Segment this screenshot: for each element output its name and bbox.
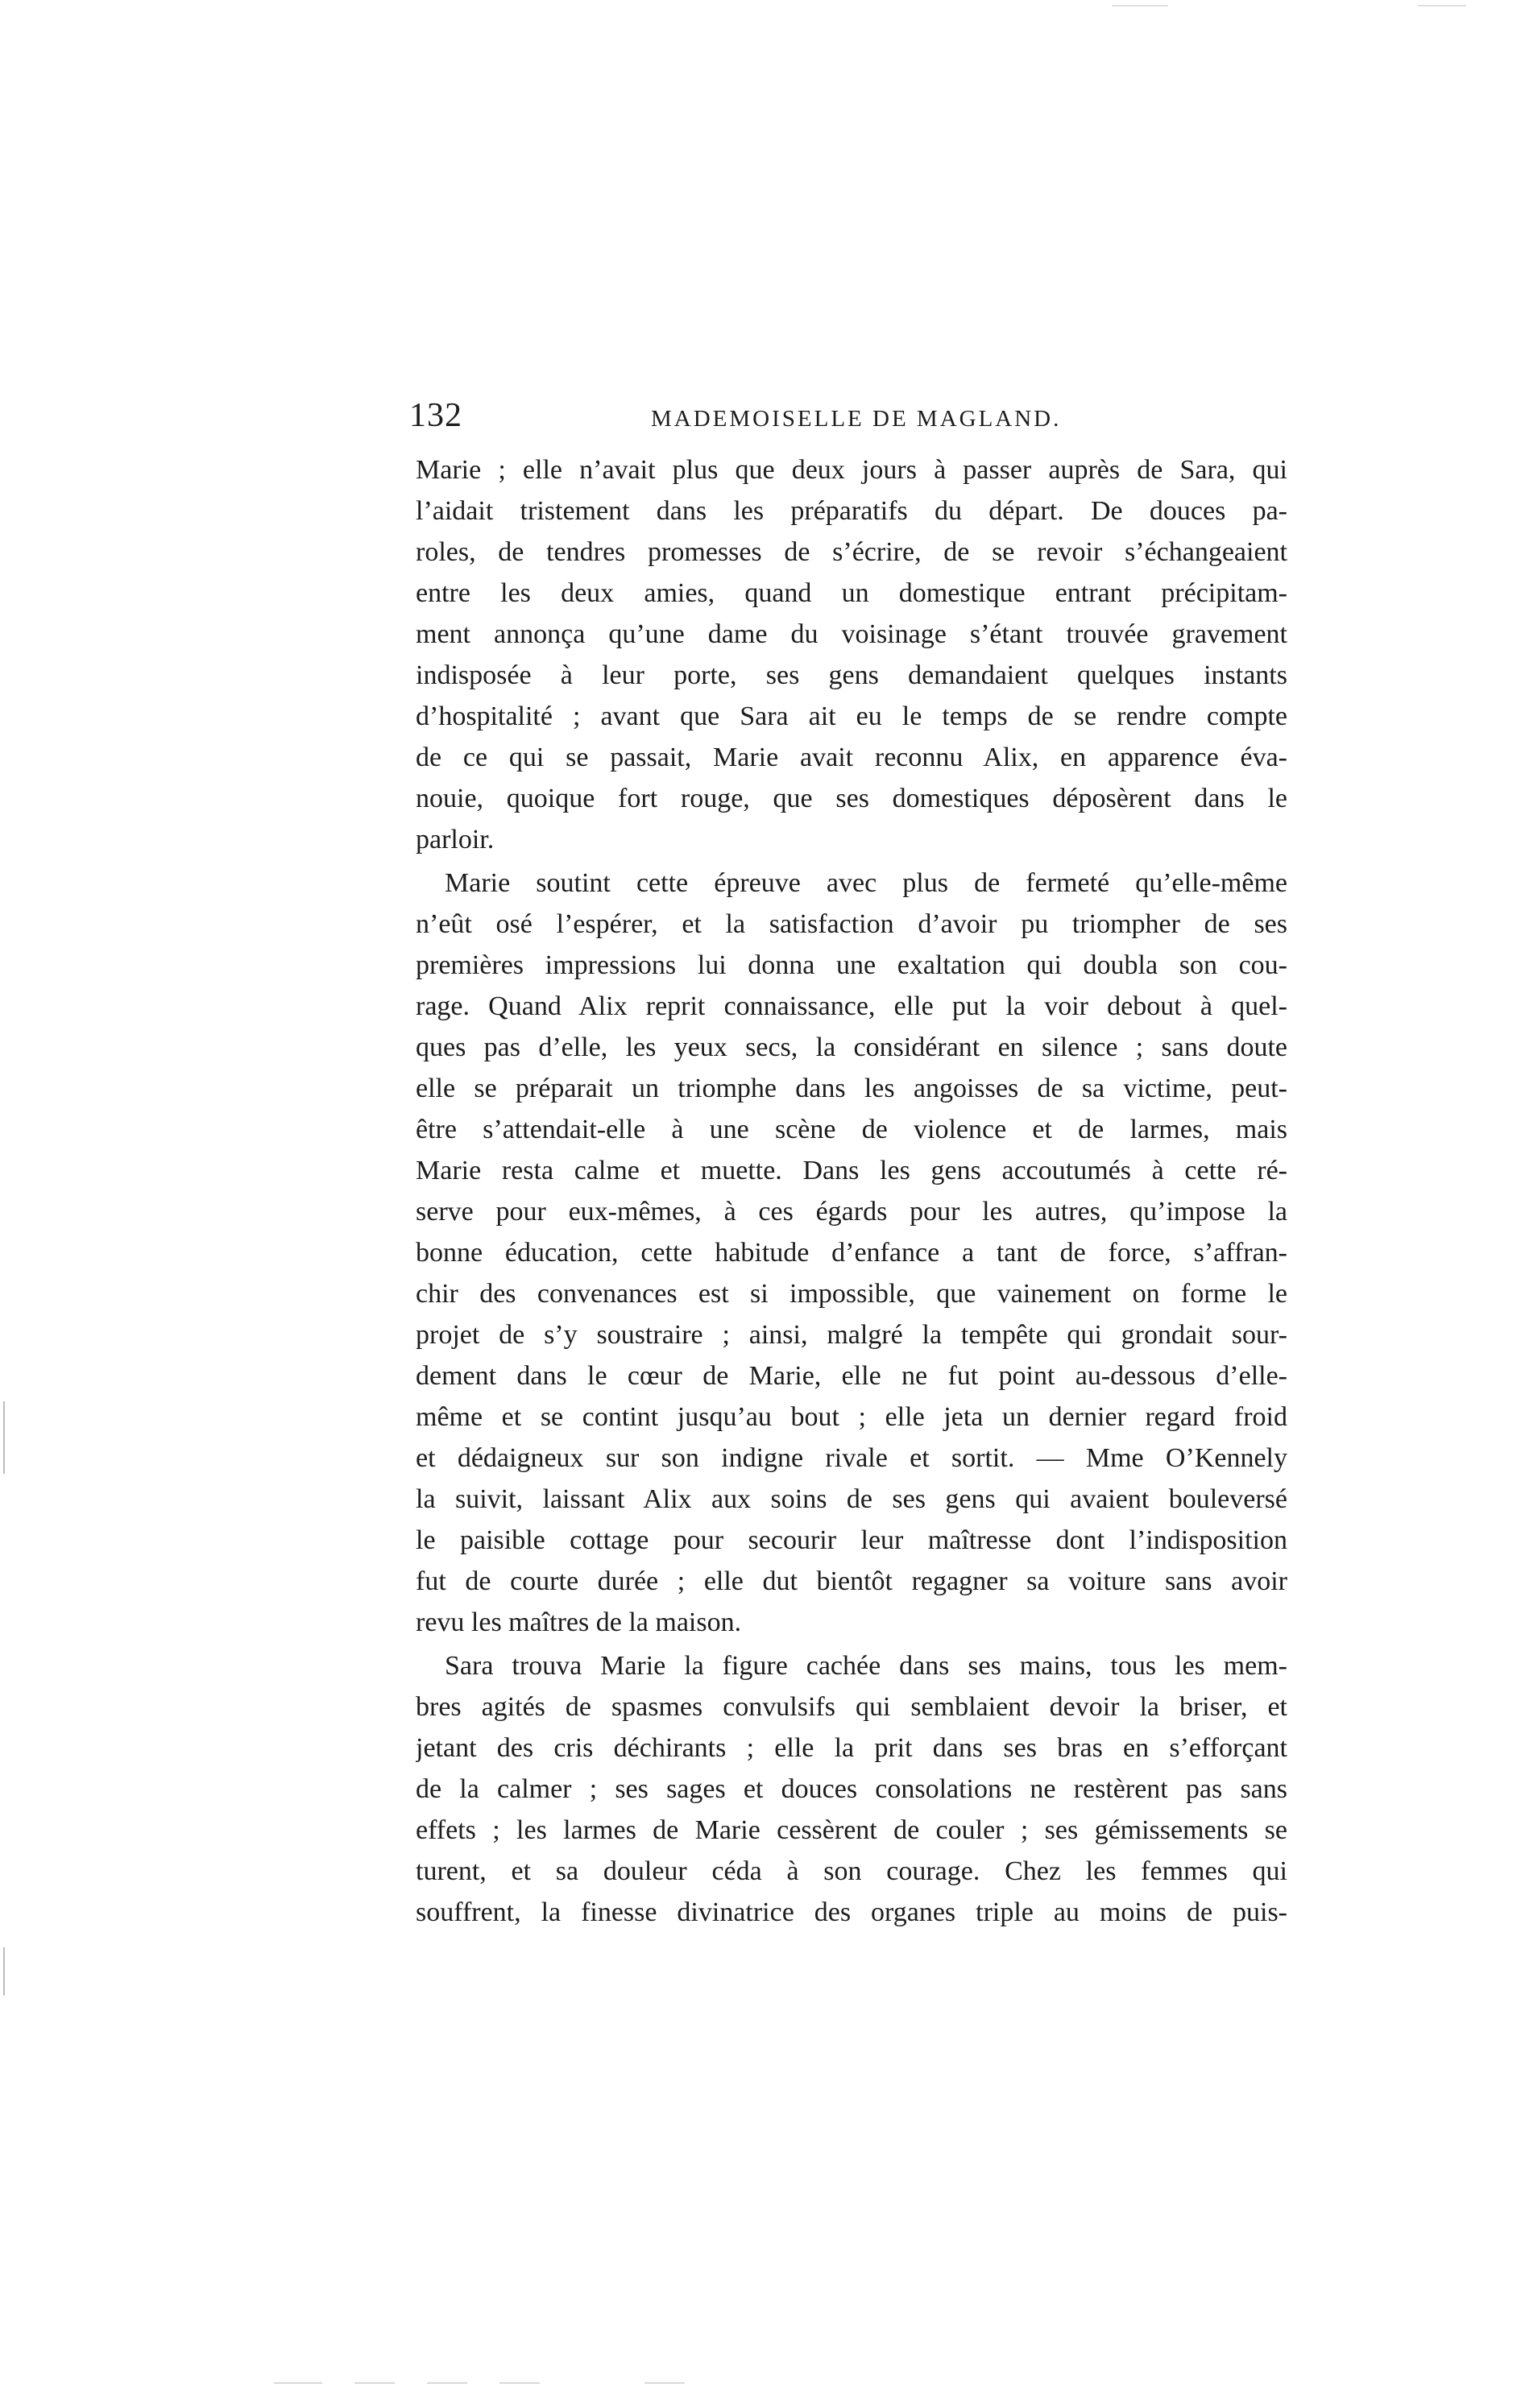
text-line: même et se contint jusqu’au bout ; elle jeta un dernier regard froid: [416, 1402, 1287, 1432]
text-line: revu les maîtres de la maison.: [416, 1607, 742, 1637]
text-line: souffrent, la finesse divinatrice des organes triple au moins de puis-: [416, 1897, 1287, 1927]
scan-artifact: [274, 2382, 322, 2384]
text-line: dement dans le cœur de Marie, elle ne fut point au-dessous d’elle-: [416, 1361, 1287, 1391]
paragraph: [416, 449, 1287, 860]
text-line: effets ; les larmes de Marie cessèrent de couler ; ses gémissements se: [416, 1815, 1287, 1845]
text-line: roles, de tendres promesses de s’écrire, de se revoir s’échangeaient: [416, 537, 1287, 567]
scan-artifact: [1418, 5, 1466, 6]
text-line: ment annonça qu’une dame du voisinage s’étant trouvée gravement: [416, 619, 1287, 649]
scan-artifact: [3, 1401, 5, 1474]
scan-artifact: [354, 2382, 395, 2384]
text-line: le paisible cottage pour secourir leur maîtresse dont l’indisposition: [416, 1525, 1287, 1555]
scan-artifact: [1112, 5, 1168, 6]
text-line: Marie soutint cette épreuve avec plus de fermeté qu’elle-même: [445, 868, 1287, 898]
text-line: et dédaigneux sur son indigne rivale et sortit. — Mme O’Kennely: [416, 1443, 1287, 1473]
text-line: entre les deux amies, quand un domestique entrant précipitam-: [416, 578, 1287, 608]
text-line: être s’attendait-elle à une scène de violence et de larmes, mais: [416, 1115, 1287, 1144]
scan-artifact: [3, 1947, 5, 1996]
running-title: MADEMOISELLE DE MAGLAND.: [651, 406, 1062, 432]
text-line: ques pas d’elle, les yeux secs, la considérant en silence ; sans doute: [416, 1032, 1287, 1062]
text-line: indisposée à leur porte, ses gens demandaient quelques instants: [416, 660, 1287, 690]
text-line: de la calmer ; ses sages et douces consolations ne restèrent pas sans: [416, 1774, 1287, 1804]
text-line: turent, et sa douleur céda à son courage. Chez les femmes qui: [416, 1856, 1287, 1886]
text-line: la suivit, laissant Alix aux soins de ses gens qui avaient bouleversé: [416, 1484, 1287, 1514]
page-number: 132: [409, 397, 462, 434]
paragraph: [416, 863, 1287, 1643]
text-line: bres agités de spasmes convulsifs qui semblaient devoir la briser, et: [416, 1692, 1287, 1722]
body-text: [416, 449, 1287, 1933]
text-line: elle se préparait un triomphe dans les angoisses de sa victime, peut-: [416, 1074, 1287, 1103]
text-line: projet de s’y soustraire ; ainsi, malgré la tempête qui grondait sour-: [416, 1320, 1287, 1350]
scan-artifact: [427, 2382, 467, 2384]
text-line: premières impressions lui donna une exaltation qui doubla son cou-: [416, 950, 1287, 980]
text-line: serve pour eux-mêmes, à ces égards pour les autres, qu’impose la: [416, 1197, 1287, 1227]
text-line: jetant des cris déchirants ; elle la prit dans ses bras en s’efforçant: [416, 1733, 1287, 1763]
text-line: Sara trouva Marie la figure cachée dans ses mains, tous les mem-: [445, 1651, 1287, 1681]
text-line: l’aidait tristement dans les préparatifs du départ. De douces pa-: [416, 496, 1287, 526]
scan-artifact: [644, 2382, 685, 2384]
text-line: Marie ; elle n’avait plus que deux jours à passer auprès de Sara, qui: [416, 455, 1287, 485]
running-head: [409, 396, 1279, 445]
text-line: chir des convenances est si impossible, que vainement on forme le: [416, 1279, 1287, 1309]
text-line: rage. Quand Alix reprit connaissance, elle put la voir debout à quel-: [416, 991, 1287, 1021]
text-line: nouie, quoique fort rouge, que ses domestiques déposèrent dans le: [416, 784, 1287, 813]
paragraph: [416, 1645, 1287, 1933]
text-line: fut de courte durée ; elle dut bientôt regagner sa voiture sans avoir: [416, 1566, 1287, 1596]
scan-artifact: [499, 2382, 540, 2384]
text-line: parloir.: [416, 825, 495, 854]
text-line: de ce qui se passait, Marie avait reconnu Alix, en apparence éva-: [416, 743, 1287, 772]
text-line: Marie resta calme et muette. Dans les gens accoutumés à cette ré-: [416, 1156, 1287, 1185]
text-line: bonne éducation, cette habitude d’enfance a tant de force, s’affran-: [416, 1238, 1287, 1268]
text-line: n’eût osé l’espérer, et la satisfaction d’avoir pu triompher de ses: [416, 909, 1287, 939]
text-line: d’hospitalité ; avant que Sara ait eu le temps de se rendre compte: [416, 701, 1287, 731]
